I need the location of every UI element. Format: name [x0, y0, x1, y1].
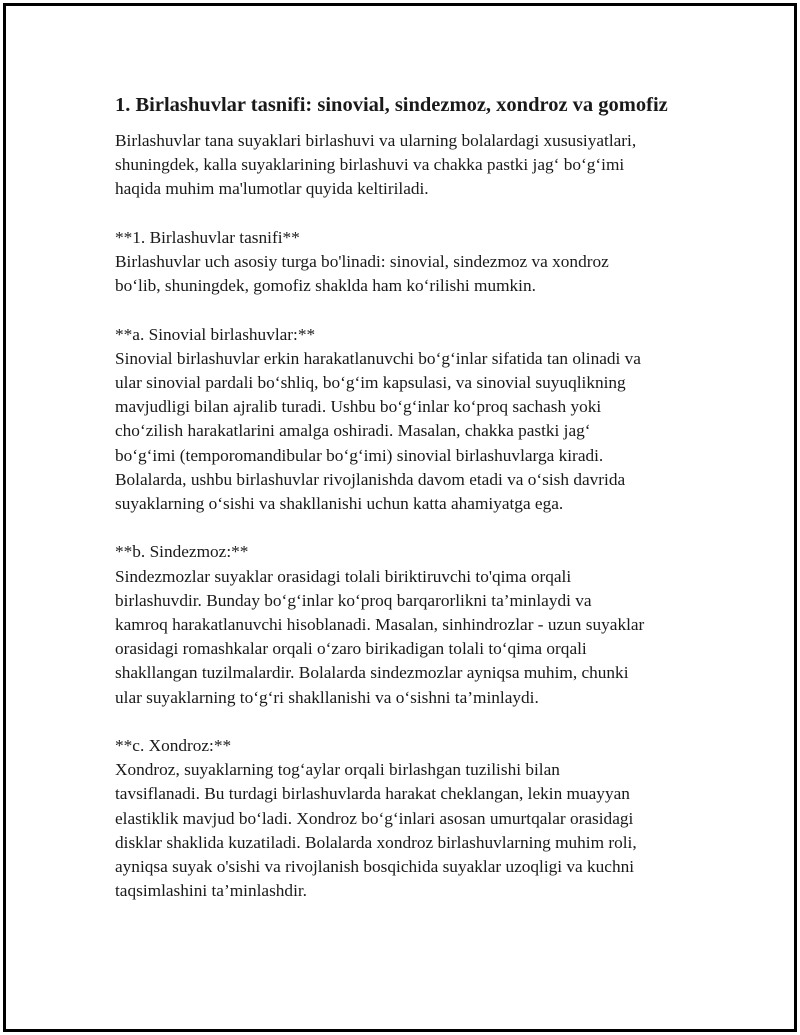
- section-c-line: ayniqsa suyak o'sishi va rivojlanish bosqichida suyaklar uzoqligi va kuchni: [115, 857, 635, 877]
- section-a-line: cho‘zilish harakatlarini amalga oshiradi. Masalan, chakka pastki jag‘: [115, 421, 591, 441]
- document-title: 1. Birlashuvlar tasnifi: sinovial, sindezmoz, xondroz va gomofiz: [115, 94, 668, 116]
- paragraph-gap: [115, 298, 705, 322]
- section-a-line: Sinovial birlashuvlar erkin harakatlanuvchi bo‘g‘inlar sifatida tan olinadi va: [115, 348, 641, 368]
- section-b-line: kamroq harakatlanuvchi hisoblanadi. Masalan, sinhindrozlar - uzun suyaklar: [115, 615, 645, 635]
- intro-paragraph: [115, 129, 705, 202]
- section-c-line: tavsiflanadi. Bu turdagi birlashuvlarda harakat cheklangan, lekin muayyan: [115, 784, 630, 804]
- paragraph-gap: [115, 710, 705, 734]
- paragraph-gap: [115, 202, 705, 226]
- section-b-line: ular suyaklarning to‘g‘ri shakllanishi va o‘sishni ta’minlaydi.: [115, 687, 539, 707]
- section-a-line: suyaklarning o‘sishi va shakllanishi uchun katta ahamiyatga ega.: [115, 494, 564, 514]
- section-b-line: Sindezmozlar suyaklar orasidagi tolali biriktiruvchi to'qima orqali: [115, 566, 572, 586]
- section-b-line: birlashuvdir. Bunday bo‘g‘inlar ko‘proq barqarorlikni ta’minlaydi va: [115, 590, 592, 610]
- section-1: [115, 226, 705, 299]
- section-b-heading: **b. Sindezmoz:**: [115, 542, 249, 562]
- document-body: [115, 92, 705, 903]
- section-a: [115, 323, 705, 517]
- paragraph-gap: [115, 516, 705, 540]
- section-c-line: elastiklik mavjud bo‘ladi. Xondroz bo‘g‘inlari asosan umurtqalar orasidagi: [115, 808, 634, 828]
- section-c-line: taqsimlashini ta’minlashdir.: [115, 881, 307, 901]
- section-c: [115, 734, 705, 903]
- section-b: [115, 540, 705, 709]
- section-b-line: orasidagi romashkalar orqali o‘zaro birikadigan tolali to‘qima orqali: [115, 639, 587, 659]
- section-1-line: Birlashuvlar uch asosiy turga bo'linadi: sinovial, sindezmoz va xondroz: [115, 252, 609, 271]
- intro-line: shuningdek, kalla suyaklarining birlashuvi va chakka pastki jag‘ bo‘g‘imi: [115, 155, 625, 175]
- section-a-line: mavjudligi bilan ajralib turadi. Ushbu bo‘g‘inlar ko‘proq sachash yoki: [115, 397, 602, 417]
- section-a-line: Bolalarda, ushbu birlashuvlar rivojlanishda davom etadi va o‘sish davrida: [115, 469, 626, 489]
- section-b-line: shakllangan tuzilmalardir. Bolalarda sindezmozlar ayniqsa muhim, chunki: [115, 663, 629, 683]
- section-a-line: ular sinovial pardali bo‘shliq, bo‘g‘im kapsulasi, va sinovial suyuqlikning: [115, 373, 626, 392]
- section-c-line: disklar shaklida kuzatiladi. Bolalarda xondroz birlashuvlarning muhim roli,: [115, 832, 637, 852]
- section-a-heading: **a. Sinovial birlashuvlar:**: [115, 324, 316, 344]
- intro-line: haqida muhim ma'lumotlar quyida keltiriladi.: [115, 179, 429, 199]
- section-1-line: bo‘lib, shuningdek, gomofiz shaklda ham ko‘rilishi mumkin.: [115, 276, 536, 296]
- section-a-line: bo‘g‘imi (temporomandibular bo‘g‘imi) sinovial birlashuvlarga kiradi.: [115, 445, 604, 465]
- intro-line: Birlashuvlar tana suyaklari birlashuvi va ularning bolalardagi xususiyatlari,: [115, 131, 637, 150]
- section-c-line: Xondroz, suyaklarning tog‘aylar orqali birlashgan tuzilishi bilan: [115, 760, 560, 780]
- section-1-heading: **1. Birlashuvlar tasnifi**: [115, 227, 300, 247]
- section-c-heading: **c. Xondroz:**: [115, 736, 232, 756]
